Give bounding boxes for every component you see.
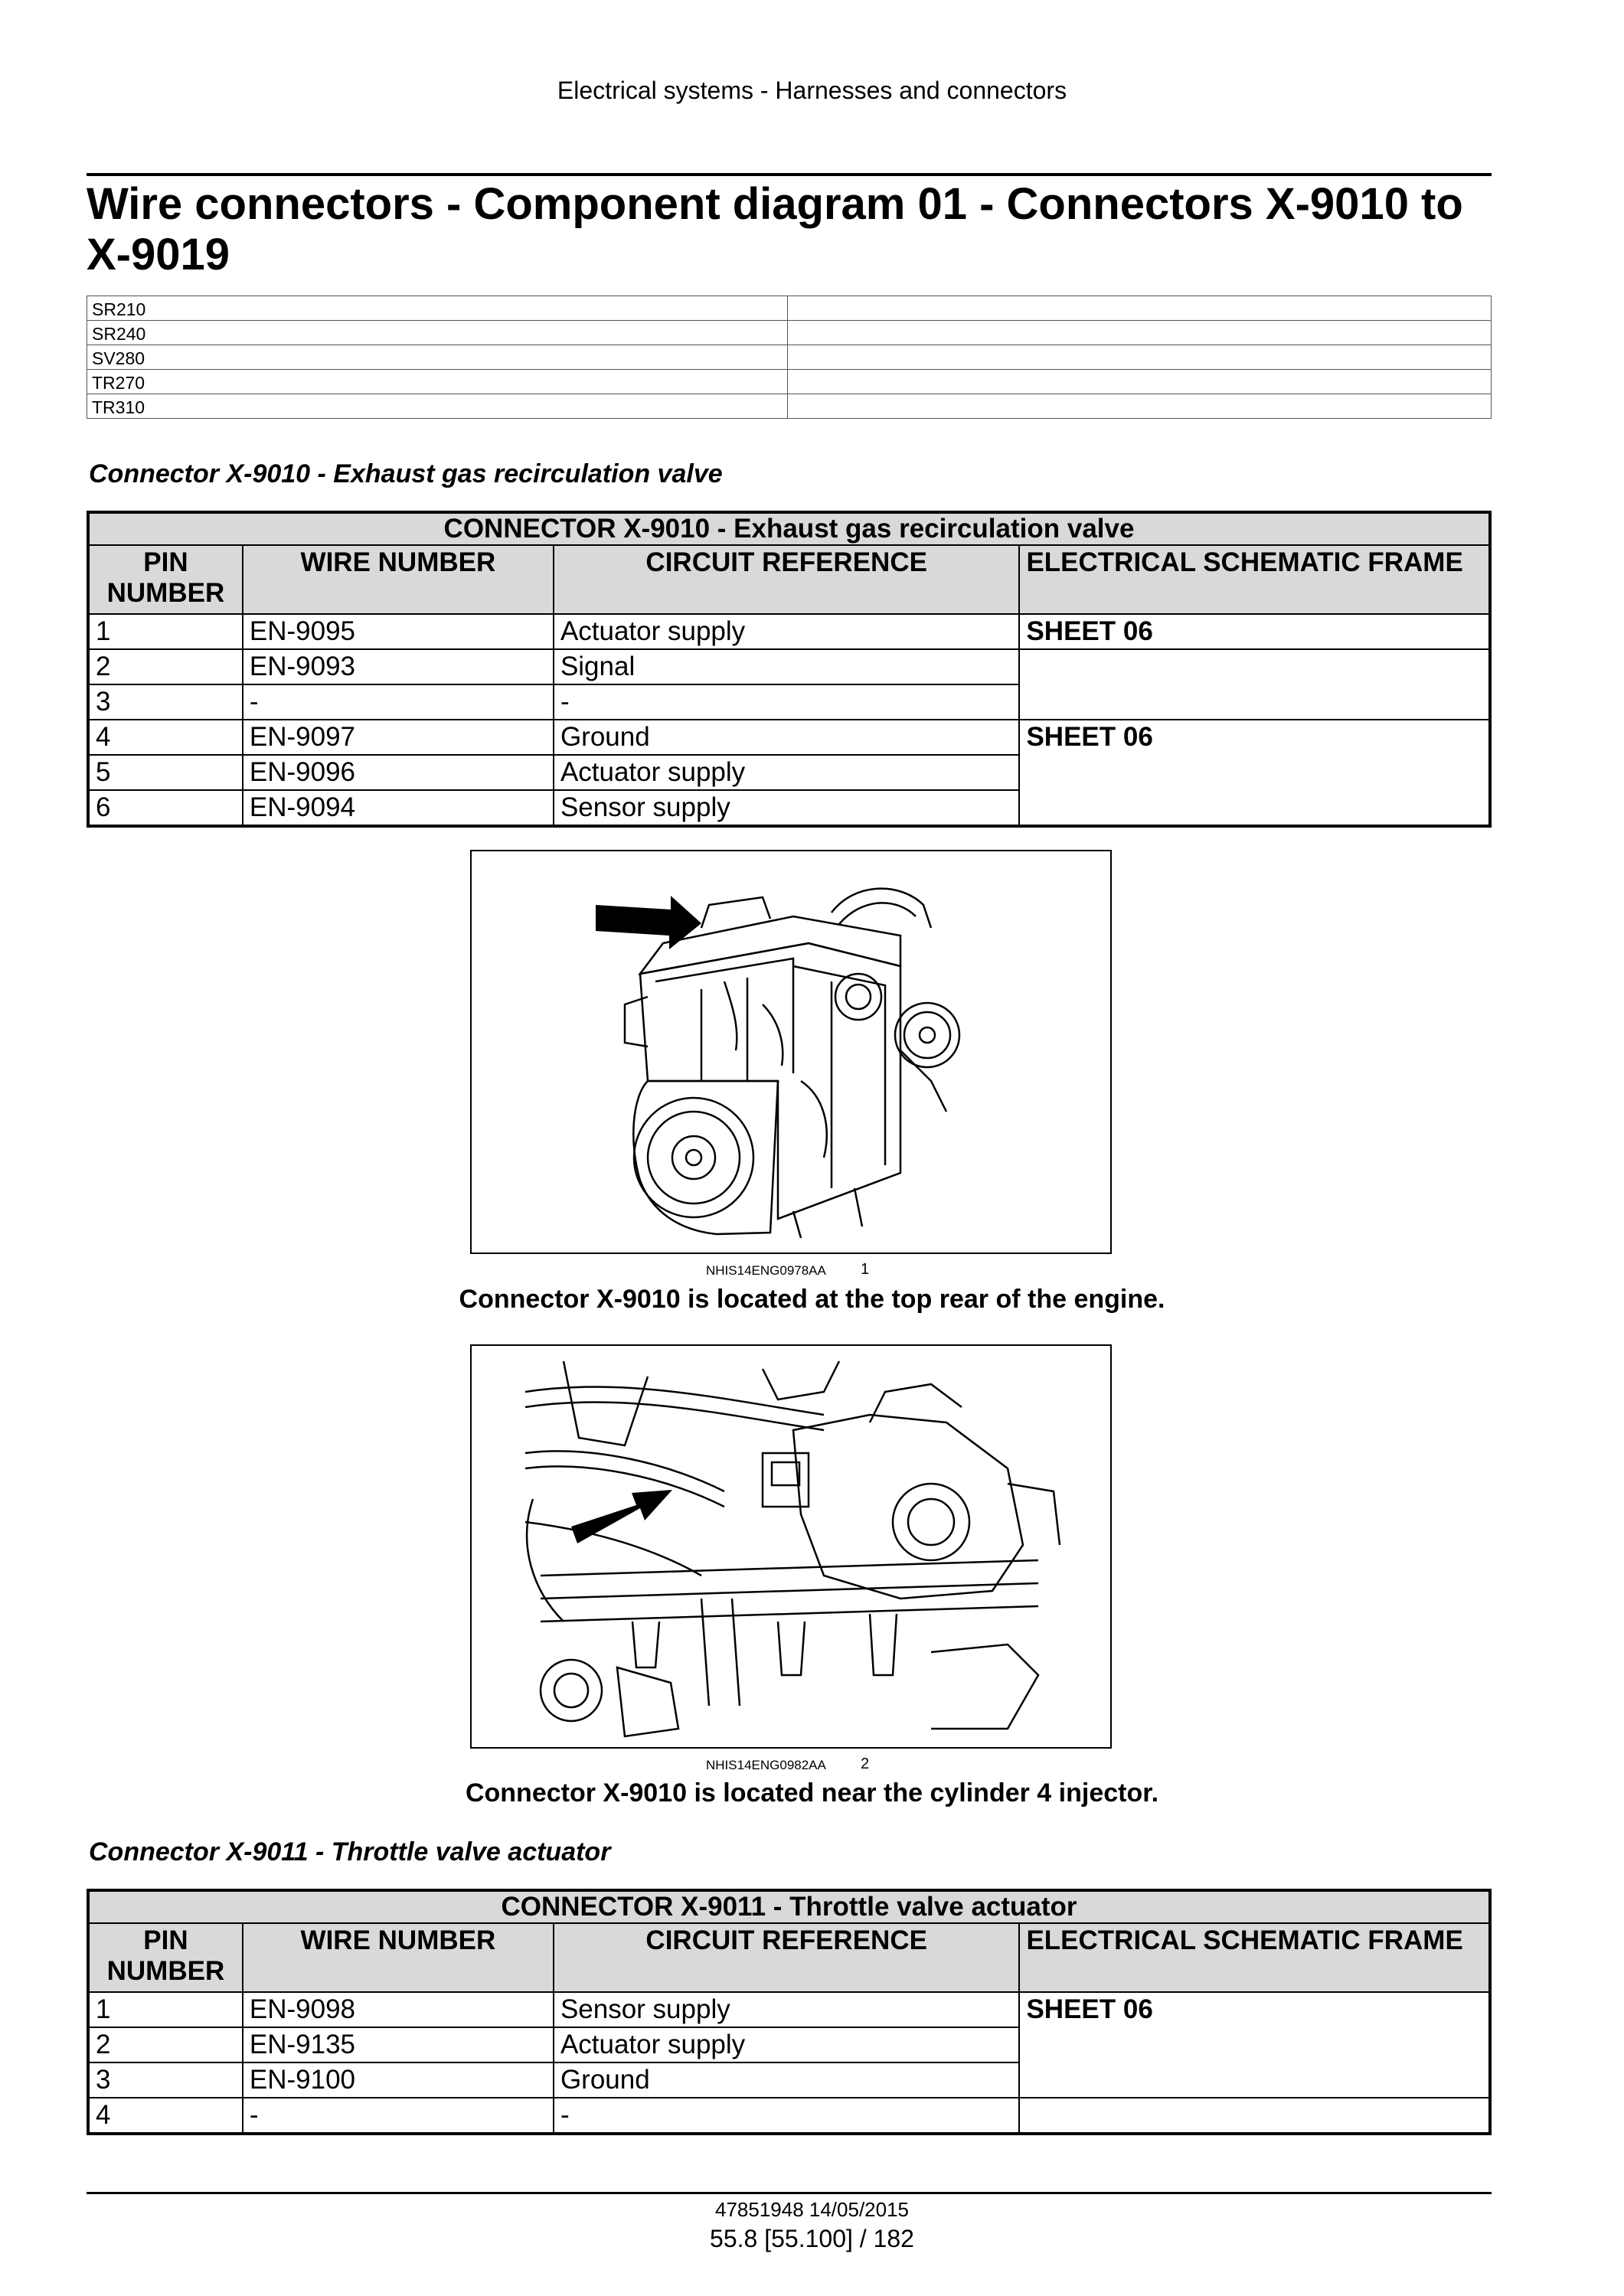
table-row bbox=[88, 720, 1490, 755]
wire-cell: - bbox=[243, 2098, 554, 2134]
table-caption: CONNECTOR X-9011 - Throttle valve actuator bbox=[88, 1890, 1490, 1923]
model-row bbox=[87, 394, 1492, 419]
figure-ref: NHIS14ENG0978AA bbox=[706, 1263, 826, 1278]
pin-cell: 5 bbox=[88, 755, 243, 790]
col-header-circuit: CIRCUIT REFERENCE bbox=[554, 1923, 1020, 1992]
wire-cell: EN-9093 bbox=[243, 649, 554, 684]
table-row bbox=[88, 614, 1490, 649]
col-header-frame: ELECTRICAL SCHEMATIC FRAME bbox=[1019, 1923, 1490, 1992]
running-head: Electrical systems - Harnesses and connectors bbox=[557, 77, 1067, 104]
circuit-cell: Ground bbox=[554, 2062, 1020, 2098]
model-cell: SV280 bbox=[87, 345, 788, 370]
connector-table-x9010 bbox=[87, 511, 1492, 828]
wire-cell: - bbox=[243, 684, 554, 720]
footer-rule bbox=[87, 2192, 1492, 2194]
arrow-icon bbox=[596, 896, 701, 949]
col-header-pin: PIN NUMBER bbox=[88, 545, 243, 614]
circuit-cell: Actuator supply bbox=[554, 2027, 1020, 2062]
section-heading-x9011: Connector X-9011 - Throttle valve actuator bbox=[89, 1837, 611, 1867]
model-cell: SR240 bbox=[87, 321, 788, 345]
pin-cell: 1 bbox=[88, 1992, 243, 2027]
circuit-cell: Signal bbox=[554, 649, 1020, 684]
figure-caption: Connector X-9010 is located at the top rear of the engine. bbox=[459, 1285, 1165, 1314]
circuit-cell: Ground bbox=[554, 720, 1020, 755]
table-row bbox=[88, 1992, 1490, 2027]
figure-1-engine-drawing bbox=[470, 850, 1112, 1254]
model-row bbox=[87, 345, 1492, 370]
model-cell: TR270 bbox=[87, 370, 788, 394]
connector-table-x9011 bbox=[87, 1889, 1492, 2135]
wire-cell: EN-9135 bbox=[243, 2027, 554, 2062]
model-note-cell bbox=[788, 345, 1492, 370]
model-row bbox=[87, 370, 1492, 394]
model-row bbox=[87, 296, 1492, 321]
pin-cell: 2 bbox=[88, 2027, 243, 2062]
arrow-icon bbox=[571, 1490, 672, 1543]
engine-illustration bbox=[472, 851, 1110, 1253]
circuit-cell: - bbox=[554, 2098, 1020, 2134]
wire-cell: EN-9094 bbox=[243, 790, 554, 826]
col-header-frame: ELECTRICAL SCHEMATIC FRAME bbox=[1019, 545, 1490, 614]
circuit-cell: Sensor supply bbox=[554, 1992, 1020, 2027]
wire-cell: EN-9097 bbox=[243, 720, 554, 755]
section-heading-x9010: Connector X-9010 - Exhaust gas recirculation valve bbox=[89, 459, 723, 488]
wire-cell: EN-9100 bbox=[243, 2062, 554, 2098]
pin-cell: 4 bbox=[88, 2098, 243, 2134]
page-number: 55.8 [55.100] / 182 bbox=[710, 2225, 914, 2252]
model-applicability-table bbox=[87, 296, 1492, 419]
model-note-cell bbox=[788, 296, 1492, 321]
frame-cell: SHEET 06 bbox=[1019, 1992, 1490, 2098]
wire-cell: EN-9095 bbox=[243, 614, 554, 649]
col-header-circuit: CIRCUIT REFERENCE bbox=[554, 545, 1020, 614]
frame-cell bbox=[1019, 649, 1490, 720]
frame-cell: SHEET 06 bbox=[1019, 614, 1490, 649]
circuit-cell: Actuator supply bbox=[554, 755, 1020, 790]
model-note-cell bbox=[788, 321, 1492, 345]
model-note-cell bbox=[788, 394, 1492, 419]
pin-cell: 6 bbox=[88, 790, 243, 826]
pin-cell: 4 bbox=[88, 720, 243, 755]
col-header-pin: PIN NUMBER bbox=[88, 1923, 243, 1992]
col-header-wire: WIRE NUMBER bbox=[243, 545, 554, 614]
circuit-cell: Sensor supply bbox=[554, 790, 1020, 826]
table-caption: CONNECTOR X-9010 - Exhaust gas recirculation valve bbox=[88, 512, 1490, 545]
pin-cell: 3 bbox=[88, 2062, 243, 2098]
figure-2-injector-drawing bbox=[470, 1344, 1112, 1749]
col-header-wire: WIRE NUMBER bbox=[243, 1923, 554, 1992]
frame-cell: SHEET 06 bbox=[1019, 720, 1490, 826]
figure-caption: Connector X-9010 is located near the cylinder 4 injector. bbox=[465, 1778, 1159, 1808]
figure-number: 2 bbox=[861, 1755, 870, 1772]
model-cell: SR210 bbox=[87, 296, 788, 321]
page-title: Wire connectors - Component diagram 01 - Connectors X-9010 to X-9019 bbox=[87, 179, 1463, 279]
model-cell: TR310 bbox=[87, 394, 788, 419]
connector-closeup-illustration bbox=[472, 1346, 1110, 1747]
header-rule bbox=[87, 173, 1492, 176]
pin-cell: 2 bbox=[88, 649, 243, 684]
pin-cell: 3 bbox=[88, 684, 243, 720]
table-row bbox=[88, 2098, 1490, 2134]
footer-doc-id: 47851948 14/05/2015 bbox=[714, 2198, 910, 2221]
frame-cell bbox=[1019, 2098, 1490, 2134]
model-note-cell bbox=[788, 370, 1492, 394]
figure-ref: NHIS14ENG0982AA bbox=[706, 1758, 826, 1772]
wire-cell: EN-9098 bbox=[243, 1992, 554, 2027]
circuit-cell: Actuator supply bbox=[554, 614, 1020, 649]
wire-cell: EN-9096 bbox=[243, 755, 554, 790]
figure-number: 1 bbox=[861, 1261, 870, 1278]
model-row bbox=[87, 321, 1492, 345]
pin-cell: 1 bbox=[88, 614, 243, 649]
circuit-cell: - bbox=[554, 684, 1020, 720]
table-row bbox=[88, 649, 1490, 684]
